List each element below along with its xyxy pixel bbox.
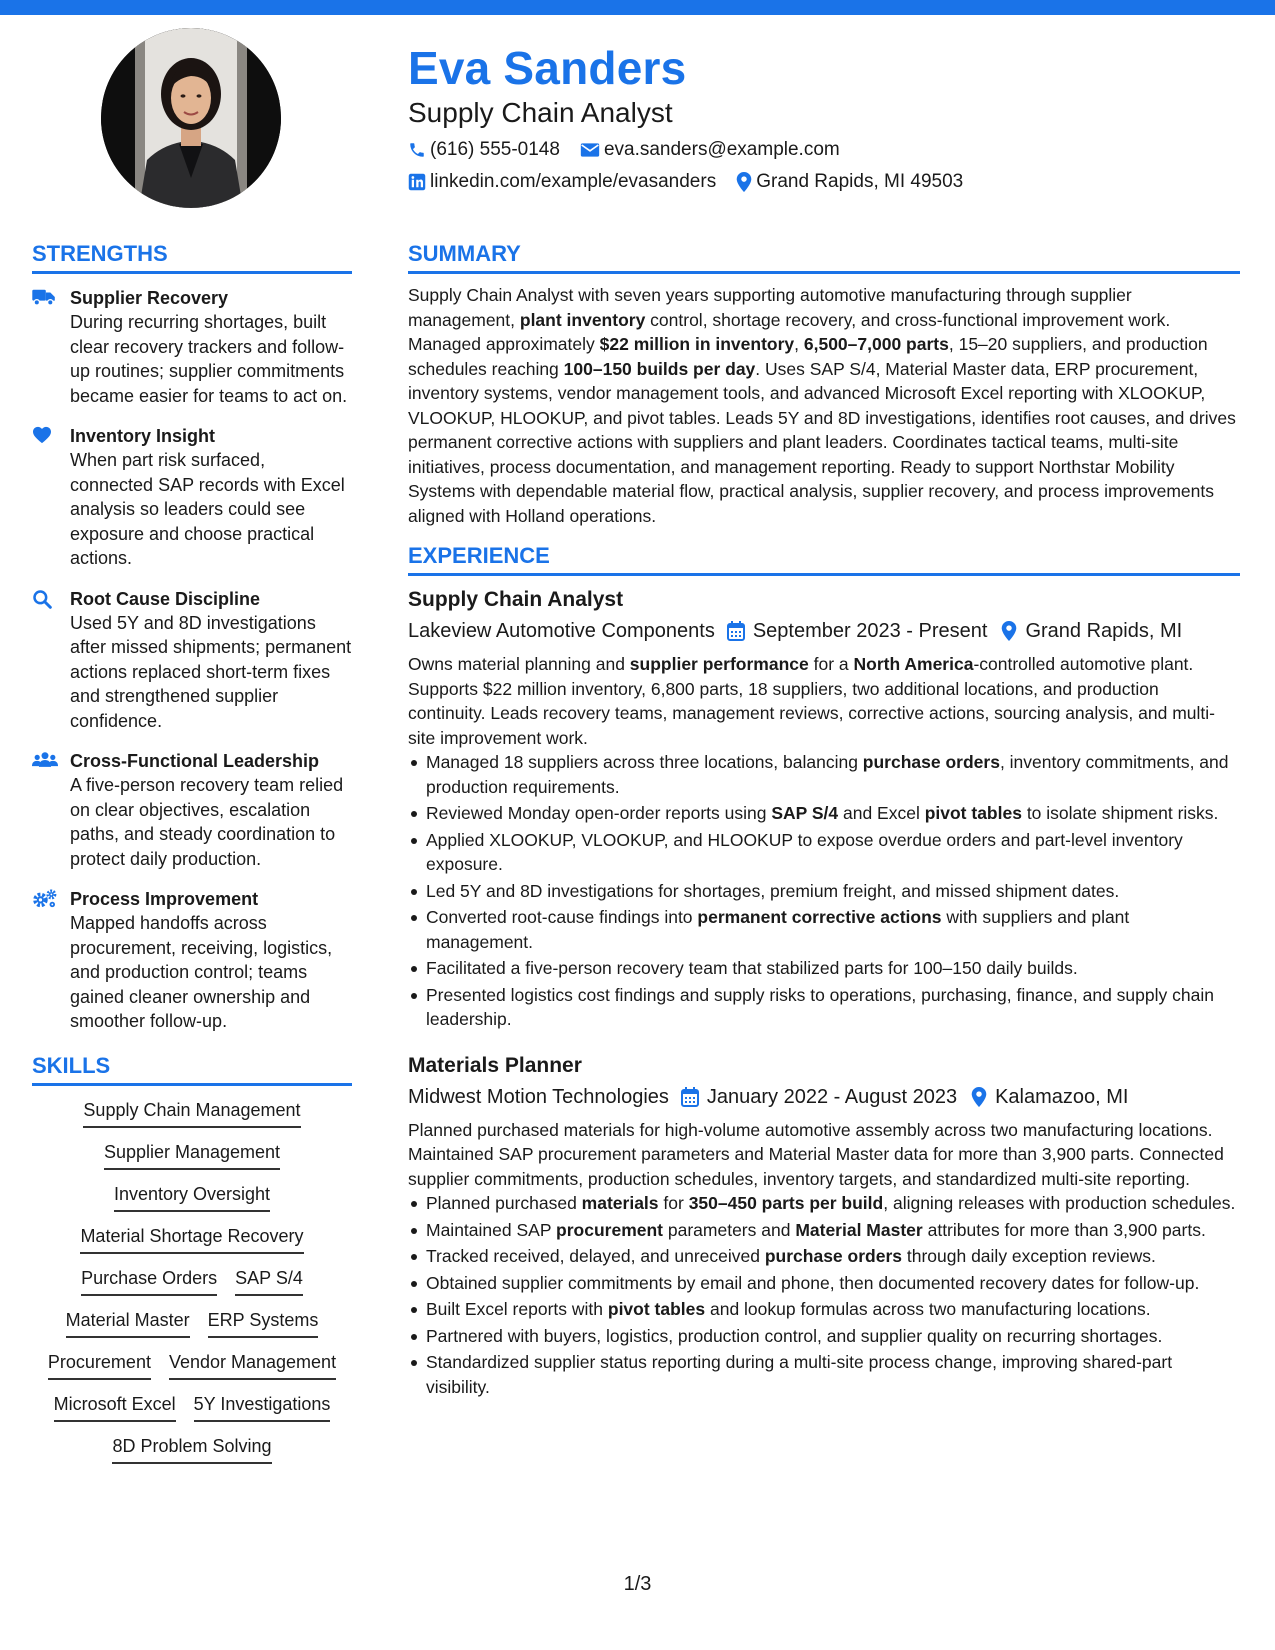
- bullet-item: [408, 879, 1240, 904]
- strengths-heading: STRENGTHS: [32, 240, 352, 274]
- bullet-item: [408, 750, 1240, 799]
- job-location-text: Grand Rapids, MI: [1025, 620, 1183, 642]
- summary-text: . Uses SAP S/4, Material Master data, ERP procurement, inventory systems, vendor management tools, and advanced Microsoft Excel reporting with XLOOKUP, VLOOKUP, HLOOKUP, and pivot tables. Leads 5Y and 8D investigations, identifies root causes, and drives permanent corrective actions with suppliers and plant leaders. Coordinates tactical teams, multi-site initiatives, process documentation, and management reporting. Ready to support Northstar Mobility Systems with dependable material flow, practical analysis, supplier recovery, and process improvements aligned with Holland operations.: [408, 358, 1236, 526]
- company-name: Midwest Motion Technologies: [408, 1085, 669, 1108]
- job-dates: [727, 617, 988, 645]
- map-pin-icon: [736, 172, 752, 192]
- strengths-list: [32, 286, 352, 1034]
- strength-desc: When part risk surfaced, connected SAP records with Excel analysis so leaders could see exposure and choose practical actions.: [70, 450, 345, 568]
- bullet-text: Led 5Y and 8D investigations for shortages, premium freight, and missed shipment dates.: [426, 880, 1120, 901]
- summary-text: control, shortage recovery, and cross-functional improvement work. Managed approximately: [408, 309, 1171, 354]
- skills-row: [32, 1350, 352, 1380]
- job-meta: [408, 617, 1240, 645]
- job-description: [408, 652, 1240, 750]
- linkedin-contact[interactable]: [408, 170, 716, 194]
- resume-header: [408, 40, 1248, 194]
- linkedin-icon: [408, 173, 426, 191]
- email-text: eva.sanders@example.com: [603, 139, 840, 160]
- job-dates: [681, 1083, 957, 1111]
- skill-tag: Material Shortage Recovery: [80, 1224, 303, 1254]
- strength-title: Supplier Recovery: [70, 288, 229, 308]
- strength-title: Root Cause Discipline: [70, 588, 261, 609]
- calendar-icon: [681, 1087, 699, 1107]
- portrait-image: [101, 28, 281, 208]
- job-dates-text: January 2022 - August 2023: [706, 1085, 958, 1108]
- bullet-text: through daily exception reviews.: [902, 1246, 1156, 1266]
- skill-tag: Vendor Management: [169, 1350, 336, 1380]
- strength-item: [32, 749, 352, 871]
- bullet-text: attributes for more than 3,900 parts.: [922, 1219, 1206, 1240]
- linkedin-text: linkedin.com/example/evasanders: [430, 171, 717, 192]
- search-icon: [32, 587, 70, 734]
- bullet-emphasis: purchase orders: [862, 752, 1000, 772]
- bullet-text: parameters and: [663, 1219, 796, 1240]
- skills-row: [32, 1392, 352, 1422]
- skill-tag: Procurement: [48, 1350, 151, 1380]
- skill-tag: SAP S/4: [235, 1266, 303, 1296]
- job-desc-text: -controlled automotive plant. Supports $22 million inventory, 6,800 parts, 18 suppliers, two additional locations, and production continuity. Leads recovery teams, management reviews, corrective actions, sourcing analysis, and multi-site improvement work.: [408, 654, 1215, 748]
- envelope-icon: [580, 142, 600, 158]
- summary-emphasis: 6,500–7,000 parts: [803, 334, 949, 354]
- skills-list: [32, 1098, 352, 1464]
- job-dates-text: September 2023 - Present: [752, 620, 988, 642]
- bullet-text: Converted root-cause findings into: [426, 907, 698, 927]
- summary-emphasis: $22 million in inventory: [599, 334, 795, 354]
- left-column: [32, 240, 352, 1464]
- bullet-emphasis: permanent corrective actions: [697, 907, 942, 927]
- job-title: Materials Planner: [408, 1053, 582, 1077]
- bullet-text: Facilitated a five-person recovery team that stabilized parts for 100–150 daily builds.: [426, 958, 1078, 978]
- job-desc-text: for a: [808, 654, 854, 674]
- heart-icon: [32, 424, 70, 571]
- strength-desc: Mapped handoffs across procurement, receiving, logistics, and production control; teams gained cleaner ownership and smoother follow-up.: [70, 913, 333, 1031]
- bullet-emphasis: Material Master: [795, 1219, 923, 1240]
- strength-item: [32, 587, 352, 734]
- top-accent-bar: [0, 0, 1275, 15]
- skills-row: [32, 1224, 352, 1254]
- strength-item: [32, 286, 352, 408]
- bullet-emphasis: purchase orders: [764, 1246, 902, 1266]
- strength-title: Inventory Insight: [70, 426, 216, 446]
- job-title: Supply Chain Analyst: [408, 588, 624, 611]
- experience-heading: EXPERIENCE: [408, 542, 1240, 576]
- strength-item: [32, 424, 352, 571]
- strength-item: [32, 887, 352, 1034]
- email-contact[interactable]: [580, 138, 840, 162]
- job-description: [408, 1118, 1240, 1192]
- job-desc-emphasis: supplier performance: [629, 654, 809, 674]
- skill-tag: Supplier Management: [104, 1140, 280, 1170]
- strength-desc: During recurring shortages, built clear recovery trackers and follow-up routines; supplier commitments became easier for teams to act on.: [70, 312, 348, 406]
- candidate-name: Eva Sanders: [408, 42, 687, 94]
- bullet-text: , aligning releases with production schedules.: [883, 1193, 1236, 1213]
- summary-text: Supply Chain Analyst with seven years supporting automotive manufacturing through supplier management,: [408, 285, 1132, 330]
- job-entry: [408, 1052, 1240, 1400]
- skill-tag: Supply Chain Management: [83, 1098, 300, 1128]
- map-pin-icon: [1001, 621, 1017, 641]
- job-bullets: [408, 750, 1240, 1032]
- bullet-text: and lookup formulas across two manufacturing locations.: [705, 1299, 1151, 1319]
- bullet-text: Reviewed Monday open-order reports using: [426, 803, 772, 823]
- phone-text: (616) 555-0148: [430, 139, 560, 160]
- bullet-item: [408, 983, 1240, 1032]
- bullet-item: [408, 801, 1240, 826]
- bullet-item: [408, 1218, 1240, 1243]
- location-contact: [736, 170, 963, 194]
- skill-tag: 8D Problem Solving: [112, 1434, 271, 1464]
- skill-tag: Material Master: [66, 1308, 190, 1338]
- gears-icon: [32, 887, 70, 1034]
- job-desc-text: Planned purchased materials for high-volume automotive assembly across two manufacturing locations. Maintained SAP procurement parameters and Material Master data for more than 3,900 parts. Connected supplier commitments, production schedules, inventory targets, and standardized multi-site reporting.: [408, 1119, 1224, 1189]
- skills-row: [32, 1140, 352, 1170]
- job-location: [971, 1083, 1128, 1111]
- job-bullets: [408, 1191, 1240, 1399]
- contact-row-1: [408, 138, 1248, 162]
- bullet-emphasis: materials: [581, 1193, 659, 1213]
- location-text: Grand Rapids, MI 49503: [756, 171, 964, 192]
- skills-row: [32, 1434, 352, 1464]
- job-desc-text: Owns material planning and: [408, 654, 630, 674]
- candidate-role: Supply Chain Analyst: [408, 97, 673, 128]
- bullet-emphasis: pivot tables: [924, 803, 1022, 823]
- job-entry: [408, 586, 1240, 1032]
- bullet-text: Managed 18 suppliers across three locations, balancing: [426, 752, 863, 772]
- phone-icon: [408, 141, 426, 159]
- summary-emphasis: 100–150 builds per day: [563, 358, 756, 379]
- bullet-text: Partnered with buyers, logistics, production control, and supplier quality on recurring shortages.: [426, 1325, 1163, 1346]
- skill-tag: ERP Systems: [208, 1308, 319, 1338]
- summary-heading: SUMMARY: [408, 240, 1240, 274]
- skills-row: [32, 1266, 352, 1296]
- bullet-item: [408, 956, 1240, 981]
- bullet-item: [408, 905, 1240, 954]
- profile-photo: [101, 28, 281, 208]
- strength-title: Cross-Functional Leadership: [70, 751, 320, 771]
- summary-emphasis: plant inventory: [519, 309, 646, 330]
- summary-text: ,: [794, 334, 804, 354]
- job-meta: [408, 1083, 1240, 1111]
- summary-text: [408, 283, 1240, 528]
- bullet-text: Presented logistics cost findings and supply risks to operations, purchasing, finance, and supply chain leadership.: [426, 984, 1214, 1029]
- bullet-emphasis: SAP S/4: [771, 803, 839, 823]
- users-icon: [32, 749, 70, 871]
- strength-desc: A five-person recovery team relied on clear objectives, escalation paths, and steady coordination to protect daily production.: [70, 775, 344, 869]
- skills-row: [32, 1182, 352, 1212]
- job-location: [1001, 617, 1182, 645]
- bullet-emphasis: 350–450 parts per build: [688, 1193, 884, 1213]
- bullet-text: with suppliers and plant management.: [426, 907, 1130, 952]
- summary-text: , 15–20 suppliers, and production schedules reaching: [408, 334, 1208, 379]
- skill-tag: Microsoft Excel: [54, 1392, 176, 1422]
- job-desc-emphasis: North America: [853, 654, 974, 674]
- bullet-text: to isolate shipment risks.: [1021, 803, 1219, 823]
- bullet-item: [408, 1324, 1240, 1349]
- bullet-item: [408, 1271, 1240, 1296]
- bullet-text: for: [658, 1193, 689, 1213]
- bullet-item: [408, 1191, 1240, 1216]
- strength-title: Process Improvement: [70, 889, 259, 909]
- job-location-text: Kalamazoo, MI: [995, 1085, 1129, 1108]
- bullet-text: Tracked received, delayed, and unreceived: [426, 1246, 765, 1266]
- skills-row: [32, 1308, 352, 1338]
- bullet-text: Standardized supplier status reporting during a multi-site process change, improving shared-part visibility.: [426, 1352, 1173, 1397]
- bullet-item: [408, 1350, 1240, 1399]
- bullet-item: [408, 828, 1240, 877]
- bullet-item: [408, 1244, 1240, 1269]
- right-column: [408, 240, 1240, 1401]
- company-name: Lakeview Automotive Components: [408, 620, 715, 642]
- truck-icon: [32, 286, 70, 408]
- skill-tag: Purchase Orders: [81, 1266, 217, 1296]
- bullet-text: , inventory commitments, and production requirements.: [426, 752, 1229, 797]
- contact-row-2: [408, 170, 1248, 194]
- map-pin-icon: [971, 1087, 987, 1107]
- page-number: 1/3: [623, 1573, 652, 1595]
- skills-heading: SKILLS: [32, 1052, 352, 1086]
- phone-contact[interactable]: [408, 138, 560, 162]
- skill-tag: 5Y Investigations: [194, 1392, 331, 1422]
- strength-desc: Used 5Y and 8D investigations after missed shipments; permanent actions replaced short-term fixes and strengthened supplier confidence.: [70, 612, 352, 731]
- bullet-text: Maintained SAP: [426, 1219, 557, 1240]
- bullet-text: Obtained supplier commitments by email and phone, then documented recovery dates for follow-up.: [426, 1272, 1200, 1293]
- bullet-item: [408, 1297, 1240, 1322]
- skills-row: [32, 1098, 352, 1128]
- bullet-emphasis: procurement: [556, 1219, 664, 1240]
- calendar-icon: [727, 621, 745, 641]
- bullet-text: Planned purchased: [426, 1193, 582, 1213]
- bullet-text: Built Excel reports with: [426, 1299, 608, 1319]
- bullet-emphasis: pivot tables: [607, 1299, 706, 1319]
- bullet-text: and Excel: [838, 803, 925, 823]
- bullet-text: Applied XLOOKUP, VLOOKUP, and HLOOKUP to expose overdue orders and part-level inventory exposure.: [426, 829, 1183, 874]
- skill-tag: Inventory Oversight: [114, 1182, 270, 1212]
